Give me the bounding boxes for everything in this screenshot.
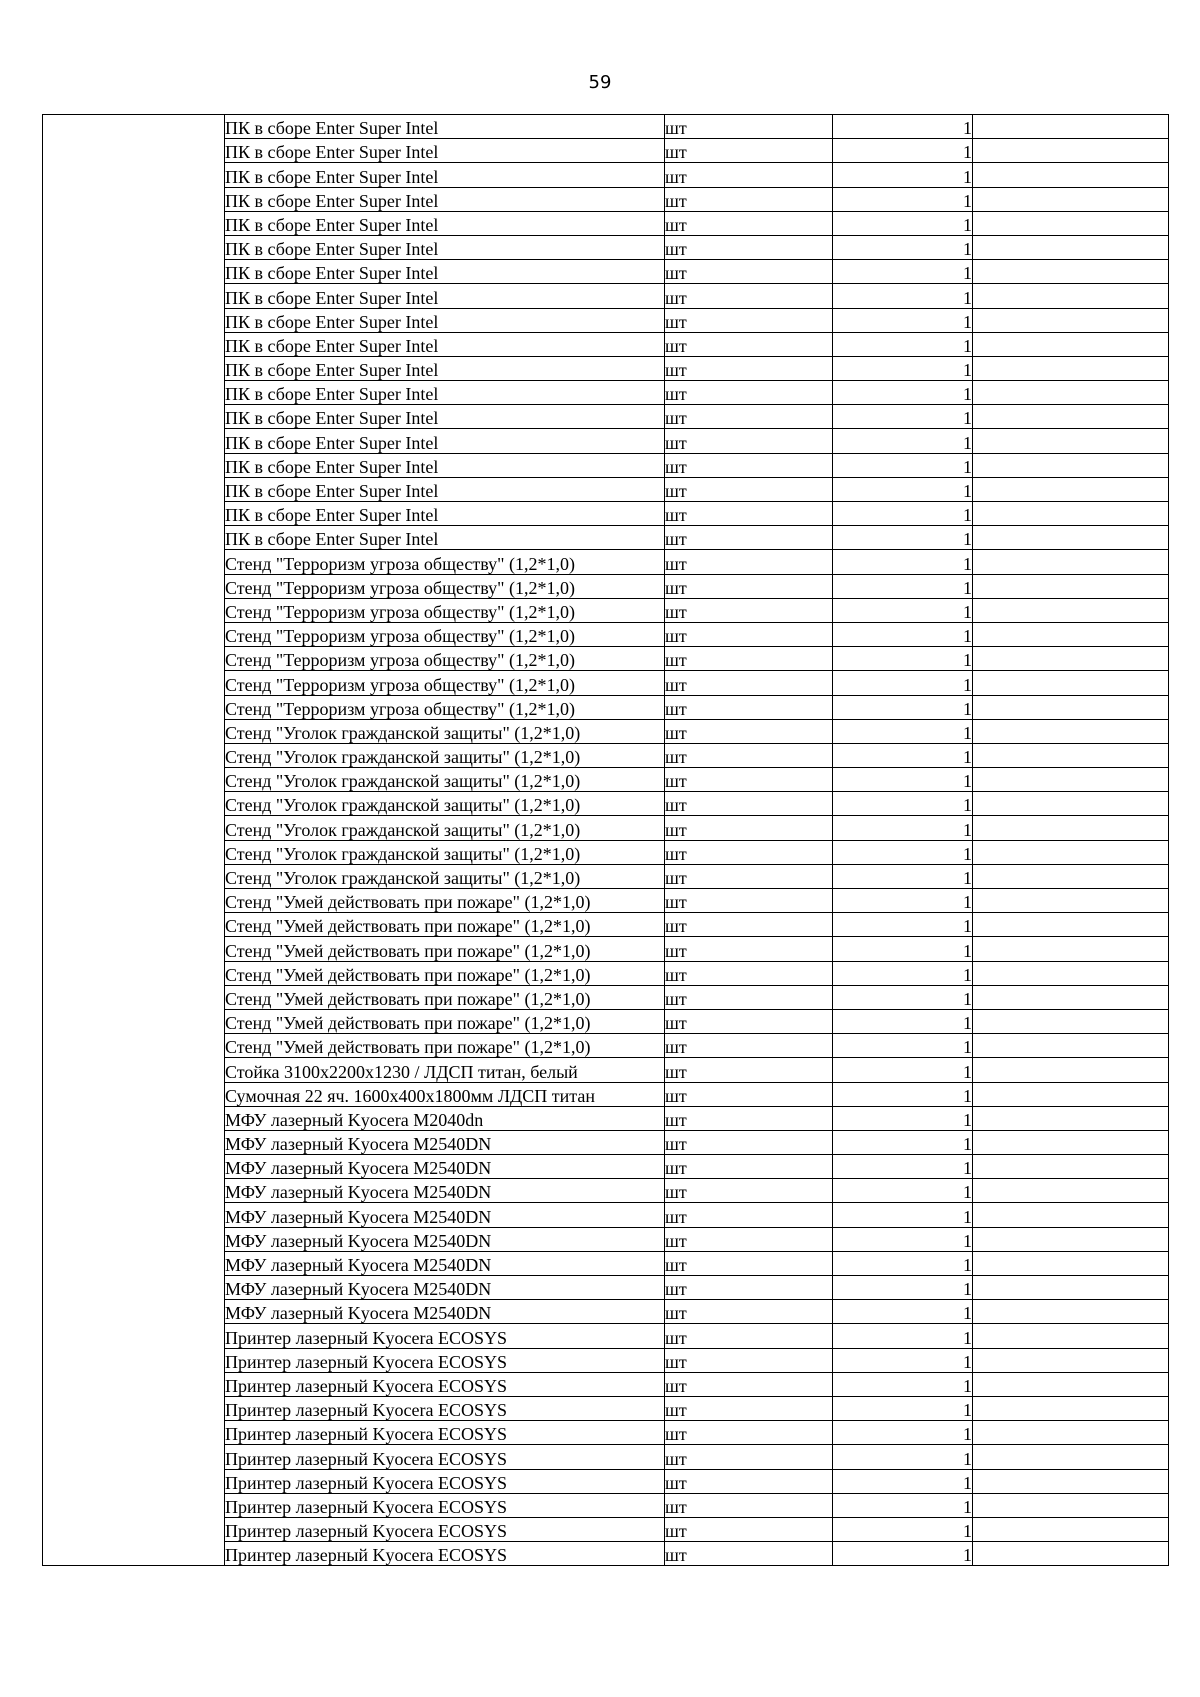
item-name-cell: Стойка 3100х2200х1230 / ЛДСП титан, белый xyxy=(225,1058,665,1082)
empty-cell xyxy=(973,163,1169,187)
item-name-cell: Принтер лазерный Kyocera ECOSYS xyxy=(225,1517,665,1541)
quantity-cell: 1 xyxy=(833,1009,973,1033)
quantity-cell: 1 xyxy=(833,913,973,937)
unit-cell: шт xyxy=(665,889,833,913)
item-name-cell: ПК в сборе Enter Super Intel xyxy=(225,526,665,550)
unit-cell: шт xyxy=(665,211,833,235)
quantity-cell: 1 xyxy=(833,308,973,332)
unit-cell: шт xyxy=(665,381,833,405)
item-name-cell: Стенд "Терроризм угроза обществу" (1,2*1,0) xyxy=(225,622,665,646)
empty-cell xyxy=(973,864,1169,888)
quantity-cell: 1 xyxy=(833,187,973,211)
unit-cell: шт xyxy=(665,598,833,622)
quantity-cell: 1 xyxy=(833,1106,973,1130)
quantity-cell: 1 xyxy=(833,816,973,840)
unit-cell: шт xyxy=(665,405,833,429)
empty-cell xyxy=(973,308,1169,332)
unit-cell: шт xyxy=(665,1396,833,1420)
empty-cell xyxy=(973,550,1169,574)
quantity-cell: 1 xyxy=(833,622,973,646)
quantity-cell: 1 xyxy=(833,1276,973,1300)
item-name-cell: Принтер лазерный Kyocera ECOSYS xyxy=(225,1372,665,1396)
empty-cell xyxy=(973,1300,1169,1324)
item-name-cell: Стенд "Терроризм угроза обществу" (1,2*1,0) xyxy=(225,574,665,598)
unit-cell: шт xyxy=(665,1227,833,1251)
empty-cell xyxy=(973,211,1169,235)
unit-cell: шт xyxy=(665,1251,833,1275)
unit-cell: шт xyxy=(665,1493,833,1517)
item-name-cell: Стенд "Умей действовать при пожаре" (1,2*1,0) xyxy=(225,889,665,913)
quantity-cell: 1 xyxy=(833,1348,973,1372)
unit-cell: шт xyxy=(665,526,833,550)
quantity-cell: 1 xyxy=(833,768,973,792)
quantity-cell: 1 xyxy=(833,260,973,284)
item-name-cell: ПК в сборе Enter Super Intel xyxy=(225,163,665,187)
item-name-cell: ПК в сборе Enter Super Intel xyxy=(225,332,665,356)
item-name-cell: МФУ лазерный Kyocera M2540DN xyxy=(225,1130,665,1154)
quantity-cell: 1 xyxy=(833,1517,973,1541)
quantity-cell: 1 xyxy=(833,211,973,235)
unit-cell: шт xyxy=(665,1445,833,1469)
quantity-cell: 1 xyxy=(833,1445,973,1469)
item-name-cell: ПК в сборе Enter Super Intel xyxy=(225,139,665,163)
quantity-cell: 1 xyxy=(833,1300,973,1324)
unit-cell: шт xyxy=(665,115,833,139)
empty-cell xyxy=(973,1542,1169,1566)
unit-cell: шт xyxy=(665,840,833,864)
unit-cell: шт xyxy=(665,816,833,840)
item-name-cell: ПК в сборе Enter Super Intel xyxy=(225,405,665,429)
empty-cell xyxy=(973,840,1169,864)
empty-cell xyxy=(973,356,1169,380)
item-name-cell: ПК в сборе Enter Super Intel xyxy=(225,429,665,453)
empty-cell xyxy=(973,1445,1169,1469)
item-name-cell: МФУ лазерный Kyocera M2540DN xyxy=(225,1179,665,1203)
item-name-cell: ПК в сборе Enter Super Intel xyxy=(225,260,665,284)
empty-cell xyxy=(973,1130,1169,1154)
item-name-cell: МФУ лазерный Kyocera M2540DN xyxy=(225,1227,665,1251)
quantity-cell: 1 xyxy=(833,163,973,187)
unit-cell: шт xyxy=(665,139,833,163)
unit-cell: шт xyxy=(665,1372,833,1396)
quantity-cell: 1 xyxy=(833,792,973,816)
empty-cell xyxy=(973,719,1169,743)
item-name-cell: ПК в сборе Enter Super Intel xyxy=(225,502,665,526)
empty-cell xyxy=(973,647,1169,671)
item-name-cell: ПК в сборе Enter Super Intel xyxy=(225,211,665,235)
empty-cell xyxy=(973,1155,1169,1179)
unit-cell: шт xyxy=(665,1130,833,1154)
item-name-cell: Стенд "Уголок гражданской защиты" (1,2*1,0) xyxy=(225,792,665,816)
item-name-cell: Стенд "Терроризм угроза обществу" (1,2*1,0) xyxy=(225,550,665,574)
empty-cell xyxy=(973,139,1169,163)
unit-cell: шт xyxy=(665,1469,833,1493)
unit-cell: шт xyxy=(665,187,833,211)
unit-cell: шт xyxy=(665,308,833,332)
quantity-cell: 1 xyxy=(833,889,973,913)
empty-cell xyxy=(973,889,1169,913)
unit-cell: шт xyxy=(665,502,833,526)
unit-cell: шт xyxy=(665,913,833,937)
item-name-cell: ПК в сборе Enter Super Intel xyxy=(225,453,665,477)
unit-cell: шт xyxy=(665,719,833,743)
empty-cell xyxy=(973,743,1169,767)
page-number: 59 xyxy=(588,72,612,93)
quantity-cell: 1 xyxy=(833,1372,973,1396)
item-name-cell: Стенд "Уголок гражданской защиты" (1,2*1,0) xyxy=(225,840,665,864)
unit-cell: шт xyxy=(665,1155,833,1179)
empty-cell xyxy=(973,937,1169,961)
quantity-cell: 1 xyxy=(833,985,973,1009)
item-name-cell: ПК в сборе Enter Super Intel xyxy=(225,115,665,139)
unit-cell: шт xyxy=(665,695,833,719)
empty-cell xyxy=(973,1517,1169,1541)
empty-cell xyxy=(973,1179,1169,1203)
item-name-cell: ПК в сборе Enter Super Intel xyxy=(225,187,665,211)
quantity-cell: 1 xyxy=(833,1493,973,1517)
empty-cell xyxy=(973,115,1169,139)
empty-cell xyxy=(973,622,1169,646)
unit-cell: шт xyxy=(665,260,833,284)
unit-cell: шт xyxy=(665,1058,833,1082)
quantity-cell: 1 xyxy=(833,1542,973,1566)
unit-cell: шт xyxy=(665,453,833,477)
empty-cell xyxy=(973,1082,1169,1106)
quantity-cell: 1 xyxy=(833,1324,973,1348)
table-row xyxy=(43,115,1169,139)
item-name-cell: Стенд "Терроризм угроза обществу" (1,2*1,0) xyxy=(225,695,665,719)
unit-cell: шт xyxy=(665,1009,833,1033)
quantity-cell: 1 xyxy=(833,550,973,574)
unit-cell: шт xyxy=(665,1300,833,1324)
item-name-cell: Принтер лазерный Kyocera ECOSYS xyxy=(225,1348,665,1372)
empty-cell xyxy=(973,1421,1169,1445)
empty-cell xyxy=(973,768,1169,792)
item-name-cell: Стенд "Терроризм угроза обществу" (1,2*1,0) xyxy=(225,671,665,695)
item-name-cell: ПК в сборе Enter Super Intel xyxy=(225,284,665,308)
item-name-cell: Стенд "Уголок гражданской защиты" (1,2*1,0) xyxy=(225,743,665,767)
item-name-cell: Стенд "Терроризм угроза обществу" (1,2*1,0) xyxy=(225,647,665,671)
item-name-cell: ПК в сборе Enter Super Intel xyxy=(225,308,665,332)
quantity-cell: 1 xyxy=(833,332,973,356)
quantity-cell: 1 xyxy=(833,1155,973,1179)
item-name-cell: Стенд "Умей действовать при пожаре" (1,2*1,0) xyxy=(225,985,665,1009)
empty-cell xyxy=(973,985,1169,1009)
empty-cell xyxy=(973,187,1169,211)
empty-cell xyxy=(973,913,1169,937)
quantity-cell: 1 xyxy=(833,502,973,526)
unit-cell: шт xyxy=(665,647,833,671)
item-name-cell: Стенд "Умей действовать при пожаре" (1,2*1,0) xyxy=(225,1034,665,1058)
unit-cell: шт xyxy=(665,792,833,816)
empty-cell xyxy=(973,695,1169,719)
item-name-cell: МФУ лазерный Kyocera M2540DN xyxy=(225,1203,665,1227)
quantity-cell: 1 xyxy=(833,743,973,767)
item-name-cell: МФУ лазерный Kyocera M2540DN xyxy=(225,1155,665,1179)
empty-cell xyxy=(973,1396,1169,1420)
item-name-cell: Стенд "Умей действовать при пожаре" (1,2*1,0) xyxy=(225,961,665,985)
quantity-cell: 1 xyxy=(833,115,973,139)
item-name-cell: Стенд "Уголок гражданской защиты" (1,2*1,0) xyxy=(225,768,665,792)
quantity-cell: 1 xyxy=(833,1034,973,1058)
item-name-cell: Стенд "Терроризм угроза обществу" (1,2*1,0) xyxy=(225,598,665,622)
empty-cell xyxy=(973,1203,1169,1227)
quantity-cell: 1 xyxy=(833,1227,973,1251)
unit-cell: шт xyxy=(665,768,833,792)
quantity-cell: 1 xyxy=(833,1396,973,1420)
item-name-cell: МФУ лазерный Kyocera M2540DN xyxy=(225,1251,665,1275)
empty-cell xyxy=(973,453,1169,477)
unit-cell: шт xyxy=(665,961,833,985)
unit-cell: шт xyxy=(665,574,833,598)
empty-cell xyxy=(973,235,1169,259)
unit-cell: шт xyxy=(665,937,833,961)
quantity-cell: 1 xyxy=(833,1469,973,1493)
unit-cell: шт xyxy=(665,671,833,695)
empty-cell xyxy=(973,1276,1169,1300)
empty-cell xyxy=(973,598,1169,622)
item-name-cell: Сумочная 22 яч. 1600х400х1800мм ЛДСП титан xyxy=(225,1082,665,1106)
item-name-cell: ПК в сборе Enter Super Intel xyxy=(225,381,665,405)
quantity-cell: 1 xyxy=(833,356,973,380)
unit-cell: шт xyxy=(665,1421,833,1445)
item-name-cell: МФУ лазерный Kyocera M2540DN xyxy=(225,1300,665,1324)
quantity-cell: 1 xyxy=(833,284,973,308)
item-name-cell: Стенд "Уголок гражданской защиты" (1,2*1,0) xyxy=(225,719,665,743)
quantity-cell: 1 xyxy=(833,695,973,719)
quantity-cell: 1 xyxy=(833,671,973,695)
quantity-cell: 1 xyxy=(833,840,973,864)
inventory-table-body xyxy=(43,115,1169,1566)
unit-cell: шт xyxy=(665,1324,833,1348)
quantity-cell: 1 xyxy=(833,453,973,477)
unit-cell: шт xyxy=(665,1203,833,1227)
quantity-cell: 1 xyxy=(833,477,973,501)
quantity-cell: 1 xyxy=(833,719,973,743)
empty-cell xyxy=(973,1009,1169,1033)
quantity-cell: 1 xyxy=(833,1421,973,1445)
quantity-cell: 1 xyxy=(833,1251,973,1275)
unit-cell: шт xyxy=(665,1517,833,1541)
empty-cell xyxy=(973,792,1169,816)
empty-cell xyxy=(973,332,1169,356)
merged-empty-cell xyxy=(43,115,225,1566)
empty-cell xyxy=(973,429,1169,453)
inventory-table xyxy=(42,114,1169,1566)
unit-cell: шт xyxy=(665,332,833,356)
quantity-cell: 1 xyxy=(833,574,973,598)
item-name-cell: Принтер лазерный Kyocera ECOSYS xyxy=(225,1469,665,1493)
unit-cell: шт xyxy=(665,1542,833,1566)
unit-cell: шт xyxy=(665,284,833,308)
empty-cell xyxy=(973,816,1169,840)
quantity-cell: 1 xyxy=(833,1082,973,1106)
unit-cell: шт xyxy=(665,235,833,259)
unit-cell: шт xyxy=(665,1348,833,1372)
empty-cell xyxy=(973,1493,1169,1517)
quantity-cell: 1 xyxy=(833,139,973,163)
quantity-cell: 1 xyxy=(833,526,973,550)
item-name-cell: МФУ лазерный Kyocera M2040dn xyxy=(225,1106,665,1130)
empty-cell xyxy=(973,381,1169,405)
empty-cell xyxy=(973,1058,1169,1082)
unit-cell: шт xyxy=(665,429,833,453)
empty-cell xyxy=(973,671,1169,695)
item-name-cell: ПК в сборе Enter Super Intel xyxy=(225,356,665,380)
quantity-cell: 1 xyxy=(833,961,973,985)
unit-cell: шт xyxy=(665,1034,833,1058)
item-name-cell: ПК в сборе Enter Super Intel xyxy=(225,477,665,501)
item-name-cell: Принтер лазерный Kyocera ECOSYS xyxy=(225,1445,665,1469)
empty-cell xyxy=(973,284,1169,308)
empty-cell xyxy=(973,1469,1169,1493)
quantity-cell: 1 xyxy=(833,647,973,671)
unit-cell: шт xyxy=(665,1276,833,1300)
unit-cell: шт xyxy=(665,1082,833,1106)
empty-cell xyxy=(973,574,1169,598)
unit-cell: шт xyxy=(665,743,833,767)
quantity-cell: 1 xyxy=(833,429,973,453)
unit-cell: шт xyxy=(665,864,833,888)
quantity-cell: 1 xyxy=(833,1058,973,1082)
quantity-cell: 1 xyxy=(833,235,973,259)
unit-cell: шт xyxy=(665,477,833,501)
item-name-cell: Стенд "Уголок гражданской защиты" (1,2*1,0) xyxy=(225,816,665,840)
empty-cell xyxy=(973,961,1169,985)
quantity-cell: 1 xyxy=(833,1130,973,1154)
empty-cell xyxy=(973,1324,1169,1348)
unit-cell: шт xyxy=(665,163,833,187)
item-name-cell: Стенд "Умей действовать при пожаре" (1,2*1,0) xyxy=(225,937,665,961)
item-name-cell: Принтер лазерный Kyocera ECOSYS xyxy=(225,1542,665,1566)
quantity-cell: 1 xyxy=(833,1179,973,1203)
empty-cell xyxy=(973,1372,1169,1396)
empty-cell xyxy=(973,1106,1169,1130)
item-name-cell: Стенд "Умей действовать при пожаре" (1,2*1,0) xyxy=(225,913,665,937)
unit-cell: шт xyxy=(665,356,833,380)
empty-cell xyxy=(973,1251,1169,1275)
quantity-cell: 1 xyxy=(833,937,973,961)
unit-cell: шт xyxy=(665,550,833,574)
quantity-cell: 1 xyxy=(833,1203,973,1227)
item-name-cell: ПК в сборе Enter Super Intel xyxy=(225,235,665,259)
item-name-cell: Принтер лазерный Kyocera ECOSYS xyxy=(225,1493,665,1517)
empty-cell xyxy=(973,1348,1169,1372)
item-name-cell: МФУ лазерный Kyocera M2540DN xyxy=(225,1276,665,1300)
empty-cell xyxy=(973,1227,1169,1251)
quantity-cell: 1 xyxy=(833,598,973,622)
empty-cell xyxy=(973,405,1169,429)
unit-cell: шт xyxy=(665,1179,833,1203)
quantity-cell: 1 xyxy=(833,864,973,888)
empty-cell xyxy=(973,502,1169,526)
empty-cell xyxy=(973,1034,1169,1058)
unit-cell: шт xyxy=(665,985,833,1009)
unit-cell: шт xyxy=(665,1106,833,1130)
empty-cell xyxy=(973,477,1169,501)
item-name-cell: Стенд "Умей действовать при пожаре" (1,2*1,0) xyxy=(225,1009,665,1033)
quantity-cell: 1 xyxy=(833,381,973,405)
empty-cell xyxy=(973,526,1169,550)
unit-cell: шт xyxy=(665,622,833,646)
quantity-cell: 1 xyxy=(833,405,973,429)
item-name-cell: Принтер лазерный Kyocera ECOSYS xyxy=(225,1396,665,1420)
item-name-cell: Принтер лазерный Kyocera ECOSYS xyxy=(225,1421,665,1445)
empty-cell xyxy=(973,260,1169,284)
item-name-cell: Принтер лазерный Kyocera ECOSYS xyxy=(225,1324,665,1348)
item-name-cell: Стенд "Уголок гражданской защиты" (1,2*1,0) xyxy=(225,864,665,888)
